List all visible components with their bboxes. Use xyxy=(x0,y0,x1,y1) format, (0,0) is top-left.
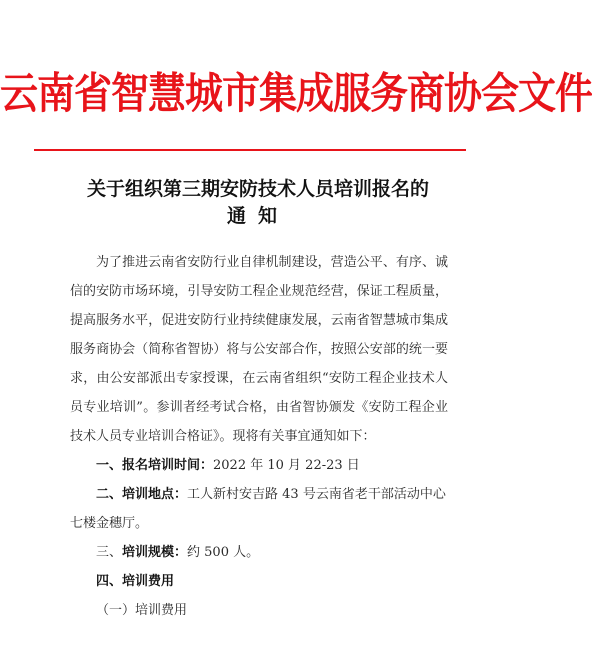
item-scale xyxy=(70,538,448,567)
item-place xyxy=(70,480,448,538)
time-label: 一、报名培训时间： xyxy=(96,458,214,473)
item-time xyxy=(70,451,448,480)
letterhead-title: 云南省智慧城市集成服务商协会文件 xyxy=(0,68,592,119)
scale-label: 培训规模： xyxy=(122,545,188,560)
red-divider-line xyxy=(34,149,466,151)
scale-value: 约 500 人。 xyxy=(187,545,260,560)
notice-title-line1: 关于组织第三期安防技术人员培训报名的 xyxy=(86,178,429,200)
notice-body xyxy=(70,248,448,625)
place-label: 二、培训地点： xyxy=(96,487,188,502)
item-fee-sub: （一）培训费用 xyxy=(96,603,188,618)
notice-title-line2: 通知 xyxy=(226,205,289,227)
item-fee-heading: 四、培训费用 xyxy=(96,574,175,589)
intro-paragraph: 为了推进云南省安防行业自律机制建设，营造公平、有序、诚信的安防市场环境，引导安防工程企业规范经营，保证工程质量，提高服务水平，促进安防行业持续健康发展，云南省智慧城市集成服务商协会（简称省智协）将与公安部合作，按照公安部的统一要求，由公安部派出专家授课，在云南省组织“安防工程企业技术人员专业培训”。参训者经考试合格，由省智协颁发《安防工程企业技术人员专业培训合格证》。现将有关事宜通知如下： xyxy=(70,255,448,444)
time-value: 2022 年 10 月 22-23 日 xyxy=(213,458,360,473)
scale-prefix: 三、 xyxy=(96,545,123,560)
place-value: 工人新村安吉路 43 号云南省老干部活动中心七楼金穗厅。 xyxy=(70,487,446,531)
